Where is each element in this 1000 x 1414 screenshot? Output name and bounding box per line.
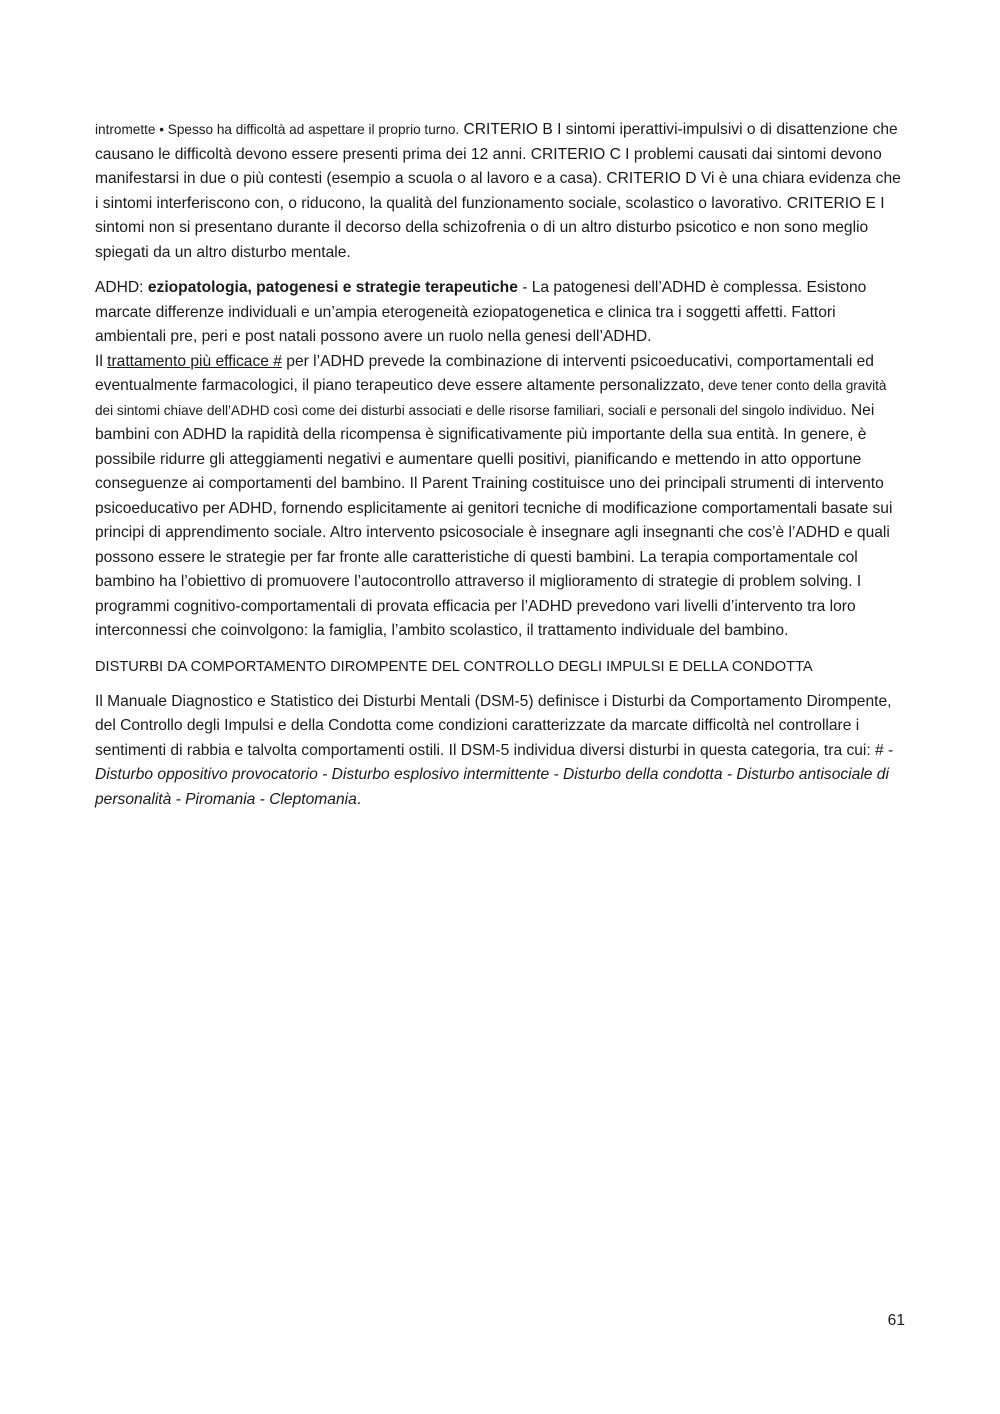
paragraph-criteria-text: CRITERIO B I sintomi iperattivi-impulsivi o di disattenzione che causano le difficoltà devono essere presenti prima dei 12 anni. CRITERIO C I problemi causati dai sintomi devono manifestarsi in due o più contesti (esempio a scuola o al lavoro e a casa). CRITERIO D Vi è una chiara evidenza che i sintomi interferiscono con, o riducono, la qualità del funzionamento sociale, scolastico o lavorativo. CRITERIO E I sintomi non si presentano durante il decorso della schizofrenia o di un altro disturbo psicotico e non sono meglio spiegati da un altro disturbo mentale. <box>95 121 901 261</box>
paragraph-dsm5-text: Il Manuale Diagnostico e Statistico dei Disturbi Mentali (DSM-5) definisce i Disturbi da Comportamento Dirompente, del Controllo degli Impulsi e della Condotta come condizioni caratterizzate da marcate difficoltà nel controllare i sentimenti di rabbia e talvolta comportamenti ostili. Il DSM-5 individua diversi disturbi in questa categoria, tra cui: # - <box>95 692 894 759</box>
paragraph-treatment-part2: . Nei bambini con ADHD la rapidità della ricompensa è significativamente più importante della sua entità. In genere, è possibile ridurre gli atteggiamenti negativi e aumentare quelli positivi, pianificando e mettendo in atto opportune conseguenze ai comportamenti del bambino. Il Parent Training costituisce uno dei principali strumenti di intervento psicoeducativo per ADHD, fornendo esplicitamente ai genitori tecniche di modificazione comportamentali basate sui principi di apprendimento sociale. Altro intervento psicosociale è insegnare agli insegnanti che cos’è l’ADHD e quali possono essere le strategie per far fronte alle caratteristiche di questi bambini. La terapia comportamentale col bambino ha l’obiettivo di promuovere l’autocontrollo attraverso il miglioramento di strategie di problem solving. I programmi cognitivo-comportamentali di provata efficacia per l’ADHD prevedono vari livelli d’intervento tra loro interconnessi che coinvolgono: la famiglia, l’ambito scolastico, il trattamento individuale del bambino. <box>95 401 893 639</box>
section-heading: DISTURBI DA COMPORTAMENTO DIROMPENTE DEL CONTROLLO DEGLI IMPULSI E DELLA CONDOTTA <box>95 658 813 675</box>
paragraph-treatment-small: deve tener conto della gravità dei sintomi chiave dell’ADHD così come dei disturbi associati e delle risorse familiari, sociali e personali del singolo individuo <box>95 378 887 418</box>
paragraph-dsm5-end: . <box>356 790 362 808</box>
paragraph-treatment-part1: per l’ADHD prevede la combinazione di interventi psicoeducativi, comportamentali ed eventualmente farmacologici, il piano terapeutico deve essere altamente personalizzato, <box>95 352 874 394</box>
page-number: 61 <box>887 1312 905 1329</box>
paragraph-adhd-lead: ADHD: <box>95 279 148 296</box>
paragraph-criteria <box>95 118 907 265</box>
paragraph-adhd-bold-title: eziopatologia, patogenesi e strategie terapeutiche <box>147 279 518 296</box>
paragraph-treatment-lead: Il <box>95 352 108 370</box>
paragraph-treatment-underlined: trattamento più efficace # <box>107 352 282 370</box>
document-page <box>95 118 907 823</box>
paragraph-dsm5 <box>95 690 907 813</box>
paragraph-dsm5-disorder-list: Disturbo oppositivo provocatorio - Disturbo esplosivo intermittente - Disturbo della condotta - Disturbo antisociale di personalità - Piromania - Cleptomania <box>95 766 889 808</box>
paragraph-adhd-etiology <box>95 276 907 350</box>
paragraph-criteria-intro: intromette • Spesso ha difficoltà ad aspettare il proprio turno. <box>95 122 460 137</box>
paragraph-adhd-text: - La patogenesi dell’ADHD è complessa. Esistono marcate differenze individuali e un’ampia eterogeneità eziopatogenetica e clinica tra i soggetti affetti. Fattori ambientali pre, peri e post natali possono avere un ruolo nella genesi dell’ADHD. <box>95 279 867 345</box>
paragraph-treatment <box>95 350 907 644</box>
